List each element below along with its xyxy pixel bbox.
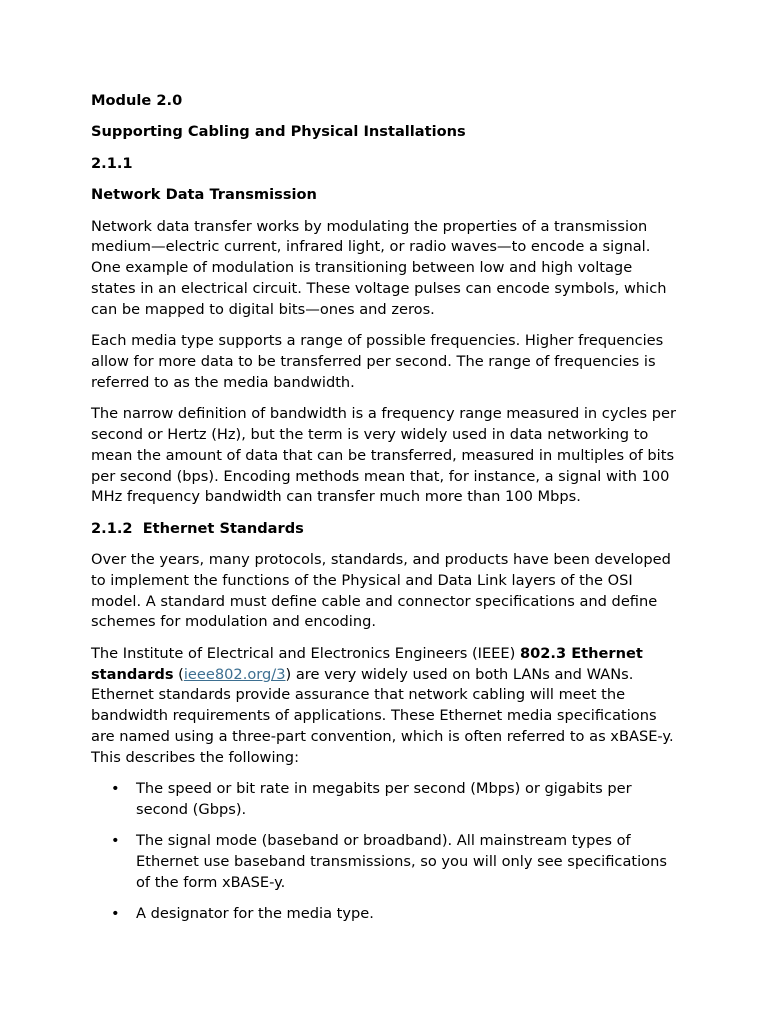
paragraph-modulation: Network data transfer works by modulating the properties of a transmission medium—electric current, infrared light, or radio waves—to encode a signal. One example of modulation is transitioning between low and high voltage states in an electrical circuit. These voltage pulses can encode symbols, which can be mapped to digital bits—ones and zeros. (91, 217, 667, 318)
ieee-rest-text: ) are very widely used on both LANs and WANs. Ethernet standards provide assurance that network cabling will meet the bandwidth requirements of applications. These Ethernet media specifications are named using a three-part convention, which is often referred to as xBASE-y. This describes the following: (91, 665, 674, 766)
ieee-open-paren: ( (173, 665, 184, 683)
bullet-icon: • (111, 832, 120, 850)
section-2-heading: 2.1.2 Ethernet Standards (91, 519, 304, 537)
bullet-icon: • (111, 905, 120, 923)
section-number: 2.1.1 (91, 154, 133, 172)
list-item-text: The signal mode (baseband or broadband). All mainstream types of Ethernet use baseband transmissions, so you will only see specifications of the form xBASE-y. (136, 832, 667, 892)
bullet-icon: • (111, 780, 120, 798)
list-item (91, 779, 680, 821)
section-title: Network Data Transmission (91, 186, 317, 204)
list-item-text: The speed or bit rate in megabits per second (Mbps) or gigabits per second (Gbps). (136, 780, 632, 819)
ieee-lead-text: The Institute of Electrical and Electronics Engineers (IEEE) (91, 644, 520, 662)
paragraph-standards-intro: Over the years, many protocols, standards, and products have been developed to implement the functions of the Physical and Data Link layers of the OSI model. A standard must define cable and connector specifications and define schemes for modulation and encoding. (91, 551, 671, 631)
list-item (91, 831, 680, 893)
module-title: Module 2.0 (91, 92, 183, 109)
paragraph-media-bandwidth: Each media type supports a range of possible frequencies. Higher frequencies allow for more data to be transferred per second. The range of frequencies is referred to as the media bandwidth. (91, 332, 664, 391)
naming-convention-list (91, 779, 680, 925)
ieee-link[interactable]: ieee802.org/3 (183, 665, 286, 683)
list-item (91, 904, 680, 925)
ieee-standard-name: 802.3 Ethernet standards (91, 644, 643, 683)
paragraph-bandwidth-definition: The narrow definition of bandwidth is a frequency range measured in cycles per second or Hertz (Hz), but the term is very widely used in data networking to mean the amount of data that can be transferred, measured in multiples of bits per second (bps). Encoding methods mean that, for instance, a signal with 100 MHz frequency bandwidth can transfer much more than 100 Mbps. (91, 405, 677, 506)
list-item-text: A designator for the media type. (136, 905, 374, 923)
paragraph-ieee (91, 644, 680, 769)
module-subtitle: Supporting Cabling and Physical Installations (91, 123, 466, 141)
